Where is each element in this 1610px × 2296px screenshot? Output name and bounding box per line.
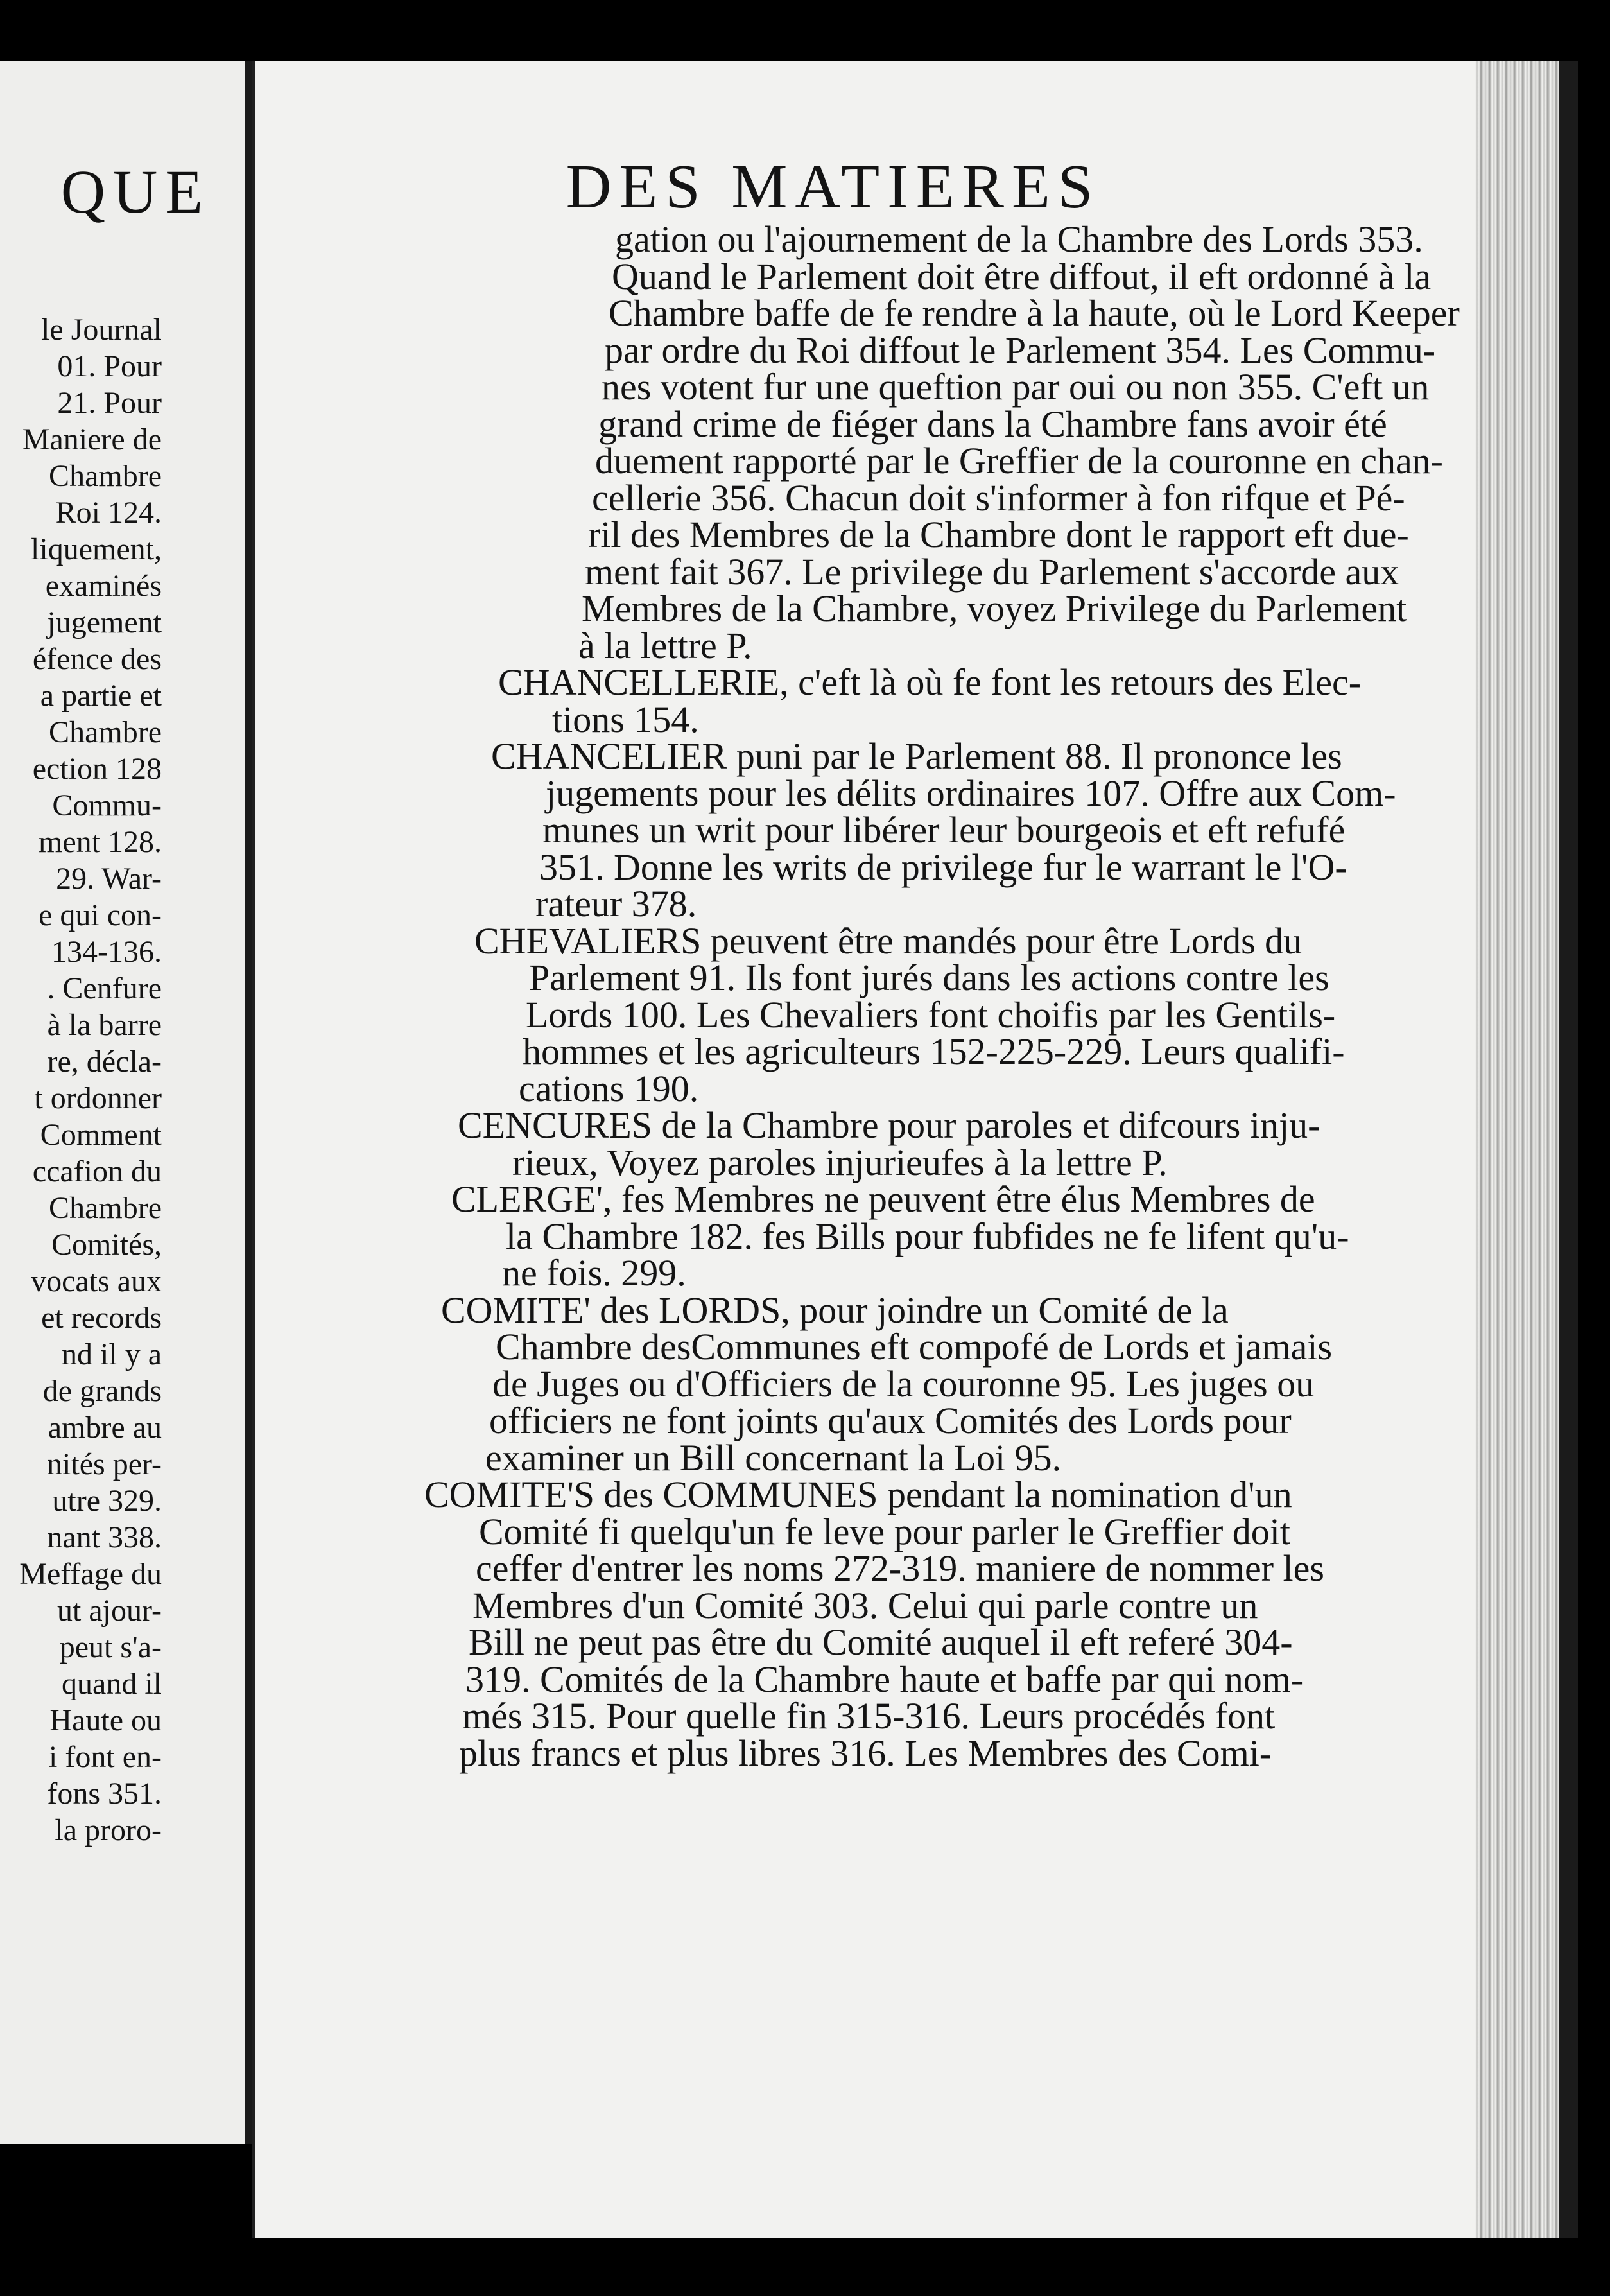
- index-line: ceffer d'entrer les noms 272-319. maniere de nommer les: [476, 1547, 1324, 1589]
- index-line: cellerie 356. Chacun doit s'informer à fon rifque et Pé-: [592, 476, 1405, 519]
- index-entry-head-line: CHEVALIERS peuvent être mandés pour être Lords du: [474, 919, 1303, 962]
- left-page-line: re, décla-: [47, 1045, 162, 1079]
- left-page-line: éfence des: [32, 642, 162, 676]
- index-line: ne fois. 299.: [502, 1252, 686, 1294]
- left-page-line: Chambre: [49, 715, 162, 749]
- index-line: ment fait 367. Le privilege du Parlement s'accorde aux: [585, 550, 1399, 593]
- index-line: gation ou l'ajournement de la Chambre des Lords 353.: [615, 218, 1423, 260]
- index-line: 319. Comités de la Chambre haute et baffe par qui nom-: [465, 1658, 1304, 1700]
- left-page-line: e qui con-: [39, 898, 162, 932]
- left-page-line: nités per-: [47, 1447, 162, 1481]
- index-line: hommes et les agriculteurs 152-225-229. Leurs qualifi-: [523, 1031, 1345, 1072]
- index-line: jugements pour les délits ordinaires 107. Offre aux Com-: [546, 772, 1396, 814]
- index-line: Lords 100. Les Chevaliers font choifis par les Gentils-: [526, 993, 1336, 1036]
- index-line: de Juges ou d'Officiers de la couronne 95. Les juges ou: [492, 1362, 1315, 1405]
- left-page-text: [0, 311, 162, 1848]
- index-line: grand crime de fiéger dans la Chambre fans avoir été: [598, 403, 1387, 445]
- left-page-line: Comment: [40, 1118, 162, 1152]
- index-line: plus francs et plus libres 316. Les Membres des Comi-: [459, 1732, 1272, 1774]
- index-line: Parlement 91. Ils font jurés dans les actions contre les: [529, 957, 1329, 998]
- left-page-line: examinés: [45, 569, 162, 603]
- left-page-line: 134-136.: [51, 935, 162, 969]
- index-line: la Chambre 182. fes Bills pour fubfides ne fe lifent qu'u-: [506, 1215, 1349, 1257]
- index-line: rateur 378.: [535, 883, 697, 925]
- left-page-line: ccafion du: [32, 1154, 162, 1188]
- index-line: 351. Donne les writs de privilege fur le warrant le l'O-: [539, 846, 1347, 888]
- left-page-line: de grands: [42, 1374, 162, 1408]
- index-entry-head-line: COMITE'S des COMMUNES pendant la nomination d'un: [424, 1474, 1292, 1515]
- index-line: tions 154.: [552, 698, 699, 740]
- left-page-line: Chambre: [49, 459, 162, 493]
- index-line: par ordre du Roi diffout le Parlement 354. Les Commu-: [605, 329, 1436, 371]
- left-page-line: fons 351.: [47, 1777, 162, 1811]
- index-entry-head-line: CLERGE', fes Membres ne peuvent être élus Membres de: [451, 1178, 1315, 1220]
- index-line: ril des Membres de la Chambre dont le rapport eft due-: [588, 514, 1409, 555]
- left-page-line: nant 338.: [47, 1520, 162, 1554]
- left-page-line: ment 128.: [39, 825, 162, 859]
- left-page-title: QUE: [60, 157, 211, 226]
- left-page-line: nd il y a: [62, 1337, 162, 1371]
- left-page-line: à la barre: [47, 1008, 162, 1042]
- index-line: munes un writ pour libérer leur bourgeois et eft refufé: [542, 809, 1346, 851]
- left-page-line: jugement: [47, 605, 162, 639]
- left-page-line: peut s'a-: [59, 1630, 162, 1664]
- index-entry-head-line: CHANCELIER puni par le Parlement 88. Il prononce les: [491, 735, 1342, 777]
- left-page-line: liquement,: [31, 532, 162, 566]
- index-line: duement rapporté par le Greffier de la couronne en chan-: [595, 440, 1444, 482]
- left-page-line: vocats aux: [31, 1264, 162, 1298]
- left-page-line: Commu-: [52, 788, 162, 822]
- left-page-line: utre 329.: [52, 1484, 162, 1518]
- left-page-line: et records: [41, 1301, 162, 1335]
- index-line: Chambre desCommunes eft compofé de Lords et jamais: [496, 1326, 1333, 1368]
- left-page-line: Meffage du: [19, 1557, 162, 1591]
- left-page-line: Chambre: [49, 1191, 162, 1225]
- left-page-line: a partie et: [40, 679, 162, 713]
- left-page-line: Haute ou: [49, 1703, 162, 1737]
- left-page-line: ut ajour-: [57, 1594, 162, 1628]
- left-page-line: t ordonner: [34, 1081, 162, 1115]
- index-entry-head-line: CENCURES de la Chambre pour paroles et difcours inju-: [458, 1104, 1320, 1146]
- page-edges: [1475, 61, 1578, 2238]
- left-page-line: . Cenfure: [47, 971, 162, 1005]
- left-page: [0, 61, 252, 2144]
- left-page-line: ambre au: [48, 1411, 162, 1445]
- page-header: DES MATIERES: [566, 152, 1101, 222]
- index-line: nes votent fur une queftion par oui ou non 355. C'eft un: [602, 366, 1430, 408]
- index-line: rieux, Voyez paroles injurieufes à la lettre P.: [512, 1141, 1168, 1183]
- index-line: à la lettre P.: [578, 624, 752, 666]
- left-page-line: quand il: [62, 1667, 162, 1701]
- index-entry-head-line: COMITE' des LORDS, pour joindre un Comité de la: [441, 1289, 1229, 1331]
- left-page-line: la proro-: [55, 1813, 162, 1847]
- index-line: més 315. Pour quelle fin 315-316. Leurs procédés font: [462, 1695, 1276, 1737]
- index-entry-head-line: CHANCELLERIE, c'eft là où fe font les retours des Elec-: [498, 661, 1362, 703]
- index-line: Chambre baffe de fe rendre à la haute, où le Lord Keeper: [609, 292, 1460, 334]
- left-page-line: 29. War-: [56, 862, 162, 896]
- index-line: officiers ne font joints qu'aux Comités des Lords pour: [489, 1400, 1292, 1441]
- index-line: Quand le Parlement doit être diffout, il eft ordonné à la: [612, 255, 1432, 297]
- left-page-line: le Journal: [41, 313, 162, 347]
- left-page-line: 01. Pour: [57, 349, 162, 383]
- index-line: Bill ne peut pas être du Comité auquel il eft referé 304-: [469, 1621, 1293, 1663]
- index-line: Membres de la Chambre, voyez Privilege du Parlement: [582, 587, 1407, 629]
- left-page-line: ection 128: [32, 752, 162, 786]
- left-page-line: i font en-: [49, 1740, 162, 1774]
- left-page-line: Roi 124.: [55, 496, 162, 530]
- left-page-line: Maniere de: [22, 422, 162, 457]
- index-line: Membres d'un Comité 303. Celui qui parle contre un: [472, 1584, 1258, 1626]
- left-page-line: Comités,: [51, 1228, 162, 1262]
- index-line: cations 190.: [519, 1067, 699, 1109]
- right-page: [252, 61, 1578, 2238]
- index-line: Comité fi quelqu'un fe leve pour parler le Greffier doit: [479, 1510, 1290, 1552]
- left-page-line: 21. Pour: [57, 386, 162, 420]
- index-line: examiner un Bill concernant la Loi 95.: [485, 1436, 1062, 1479]
